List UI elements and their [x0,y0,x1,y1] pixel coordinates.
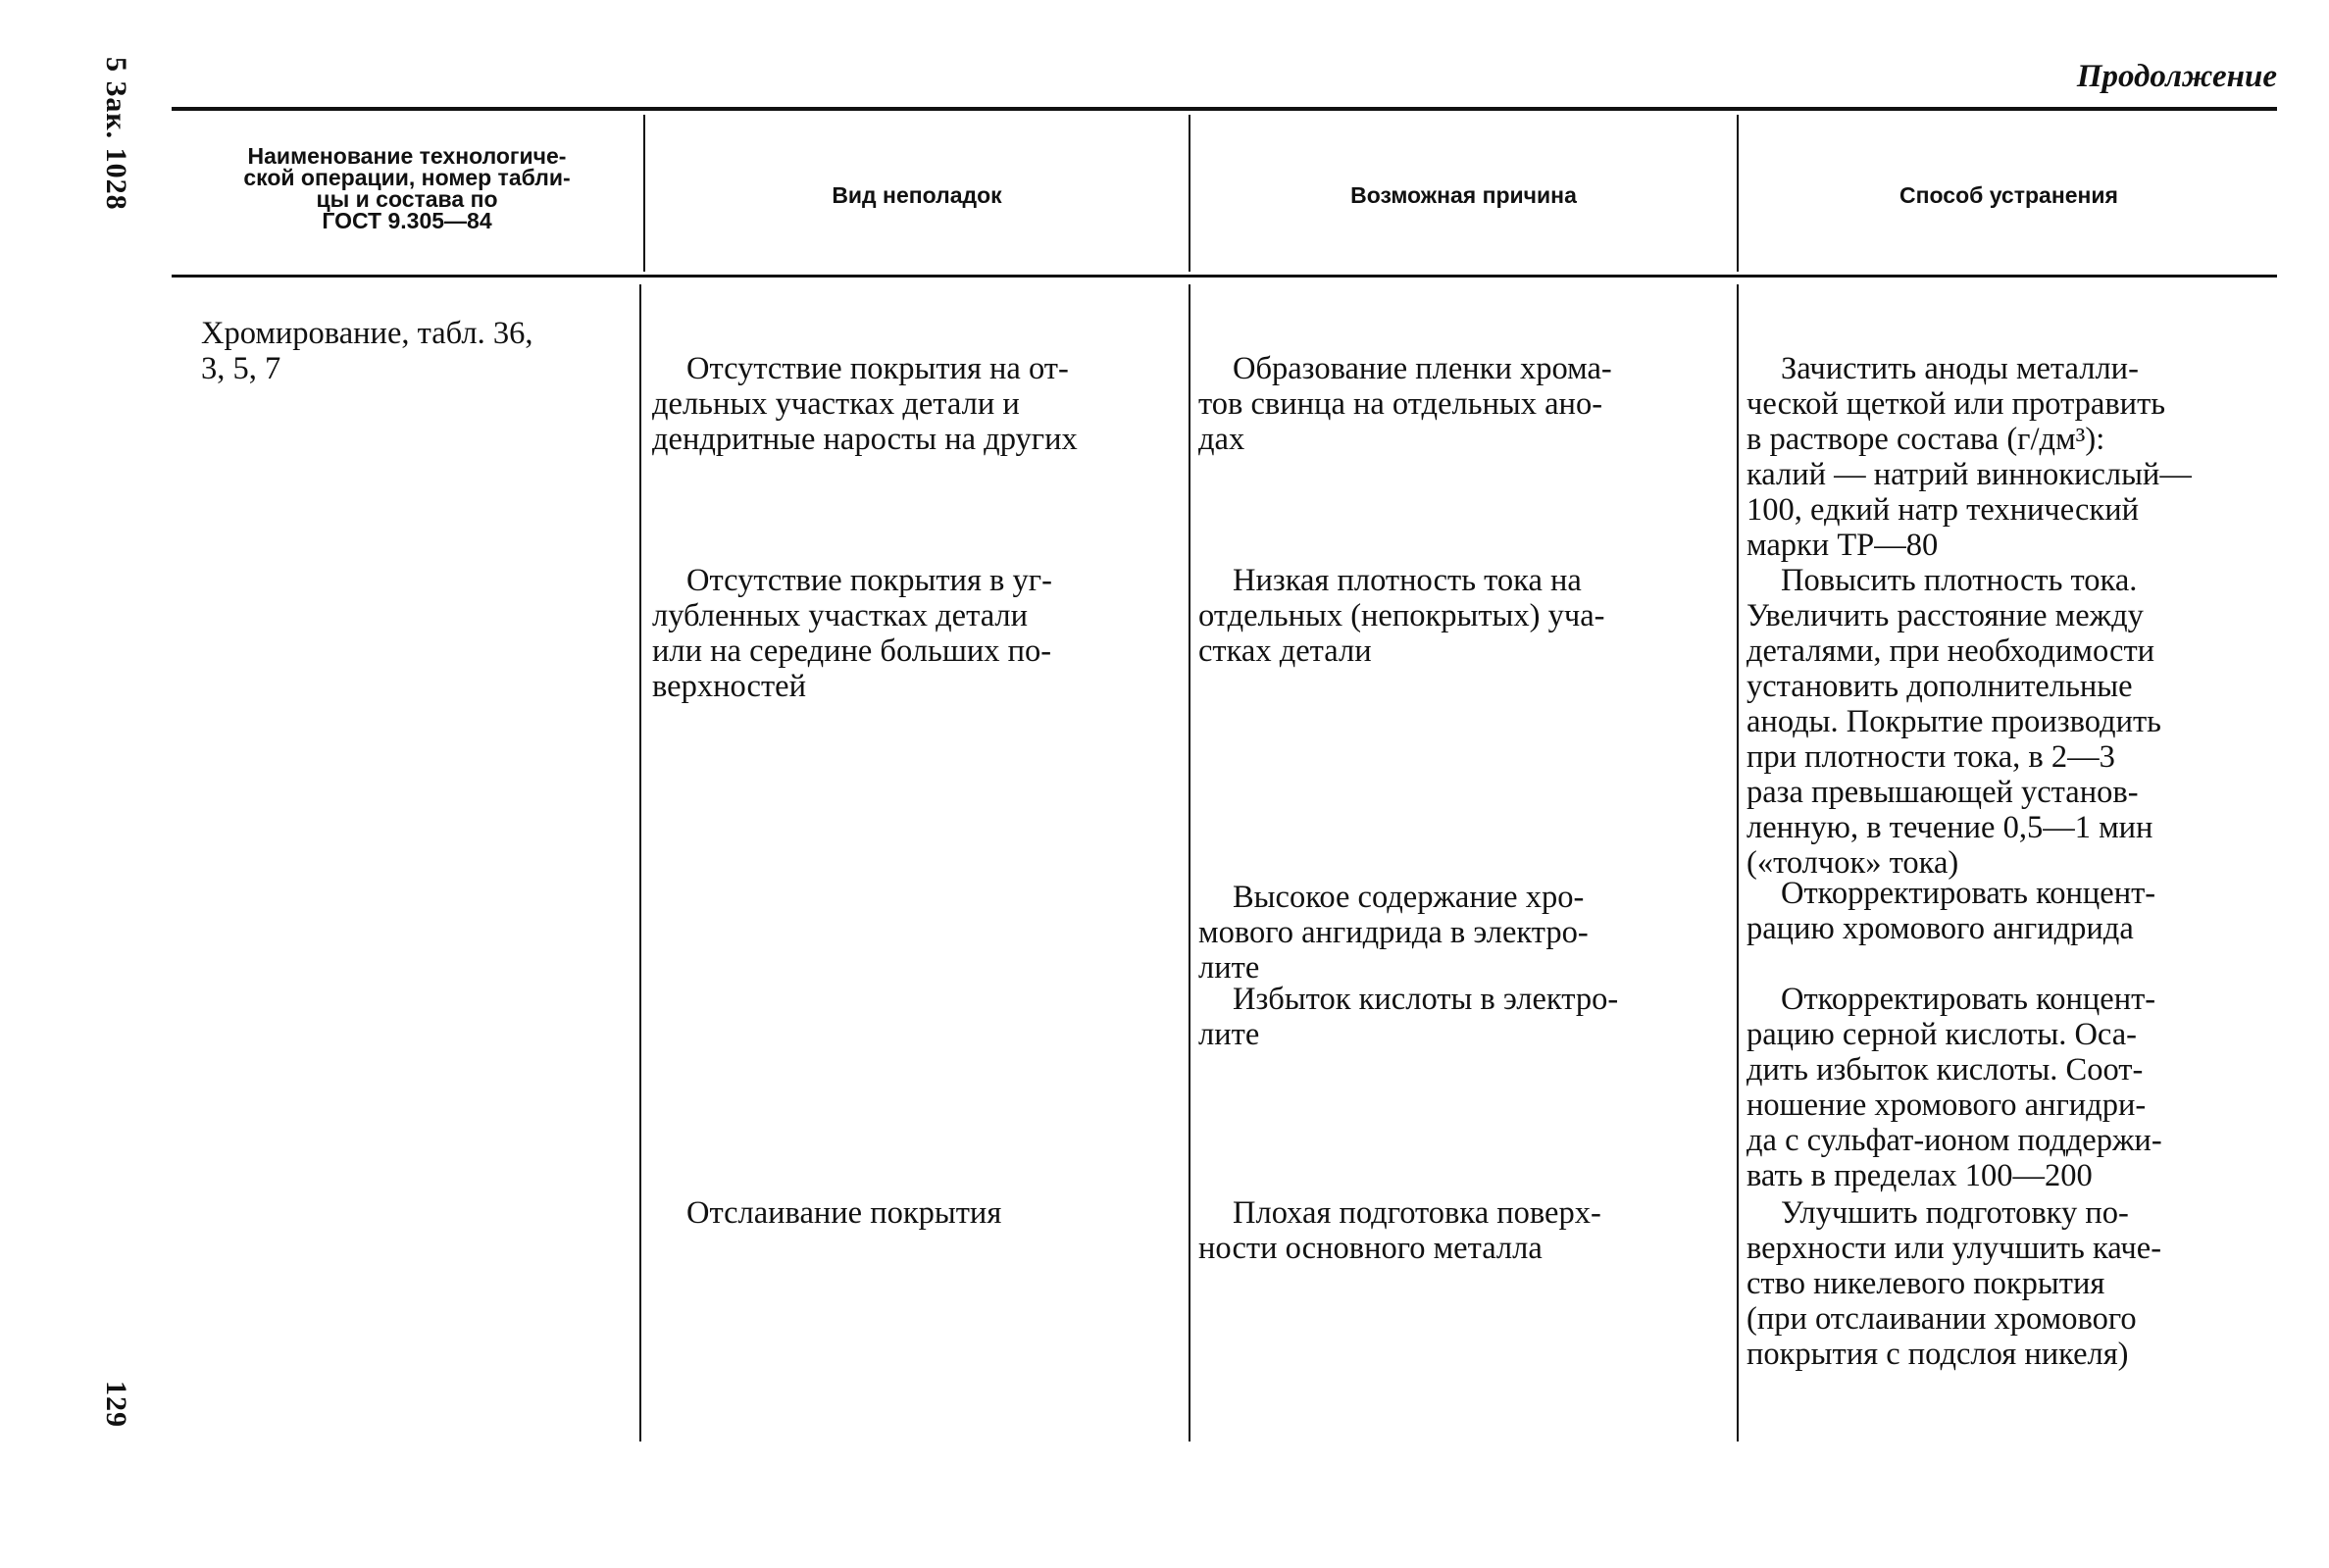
text-line: установить дополнительные [1747,669,2133,704]
column-divider-2-body [1189,284,1190,1442]
text-line: верхности или улучшить каче- [1747,1231,2162,1266]
text-line: раза превышающей установ- [1747,775,2139,810]
text-line: калий — натрий виннокислый— [1747,457,2192,492]
header-operation-name [181,145,633,231]
text-line: Увеличить расстояние между [1747,598,2144,633]
column-divider-2 [1189,115,1190,272]
row-4-remedy [1747,982,2276,1193]
header-col1-line: цы и состава по [316,186,498,212]
row-1-cause [1198,351,1733,457]
header-col1-line: Наименование технологиче- [247,143,567,169]
text-line: верхностей [652,669,806,704]
text-line: рацию серной кислоты. Оса- [1747,1017,2137,1052]
table-header-rule [172,275,2277,278]
text-line: дах [1198,422,1245,457]
row-5-cause [1198,1195,1733,1266]
operation-tables: 3, 5, 7 [201,351,281,386]
text-line: ности основного металла [1198,1231,1543,1266]
table-top-rule [172,107,2277,111]
margin-order-note: 5 Зак. 1028 [100,57,132,211]
text-line: да с сульфат-ионом поддержи- [1747,1123,2162,1158]
row-5-remedy [1747,1195,2276,1372]
row-5-defect [652,1195,1182,1231]
text-line: дить избыток кислоты. Соот- [1747,1052,2144,1087]
text-line: Повысить плотность тока. [1781,563,2138,598]
text-line: (при отслаивании хромового [1747,1301,2137,1337]
continuation-label: Продолжение [2076,59,2277,94]
text-line: в растворе состава (г/дм³): [1747,422,2105,457]
header-remedy: Способ устранения [1899,182,2118,208]
text-line: лите [1198,1017,1260,1052]
text-line: мового ангидрида в электро- [1198,915,1589,950]
text-line: вать в пределах 100—200 [1747,1158,2093,1193]
text-line: Отслаивание покрытия [686,1195,1002,1231]
column-divider-1-body [639,284,641,1442]
text-line: при плотности тока, в 2—3 [1747,739,2115,775]
text-line: Плохая подготовка поверх- [1233,1195,1601,1231]
text-line: Высокое содержание хро- [1233,880,1585,915]
row-1-remedy [1747,351,2276,563]
text-line: дендритные наросты на других [652,422,1078,457]
row-2-cause [1198,563,1733,669]
text-line: рацию хромового ангидрида [1747,911,2134,946]
text-line: ческой щеткой или протравить [1747,386,2166,422]
row-1-defect [652,351,1182,457]
text-line: ношение хромового ангидри- [1747,1087,2147,1123]
row-2-remedy [1747,563,2276,881]
row-2-defect [652,563,1182,704]
text-line: Образование пленки хрома- [1233,351,1612,386]
header-defect-type: Вид неполадок [832,182,1002,208]
header-col1-line: ГОСТ 9.305—84 [322,208,492,233]
page-number: 129 [100,1381,132,1428]
operation-name [201,316,628,386]
text-line: ленную, в течение 0,5—1 мин [1747,810,2153,845]
header-col1-line: ской операции, номер табли- [243,165,571,190]
text-line: покрытия с подслоя никеля) [1747,1337,2129,1372]
text-line: Низкая плотность тока на [1233,563,1582,598]
text-line: 100, едкий натр технический [1747,492,2139,528]
text-line: Откорректировать концент- [1781,876,2156,911]
row-4-cause [1198,982,1733,1052]
text-line: дельных участках детали и [652,386,1020,422]
column-divider-3 [1737,115,1739,272]
text-line: марки ТР—80 [1747,528,1939,563]
text-line: Избыток кислоты в электро- [1233,982,1619,1017]
text-line: лите [1198,950,1260,986]
column-divider-1 [643,115,645,272]
text-line: отдельных (непокрытых) уча- [1198,598,1605,633]
column-divider-3-body [1737,284,1739,1442]
text-line: деталями, при необходимости [1747,633,2155,669]
text-line: аноды. Покрытие производить [1747,704,2162,739]
text-line: Отсутствие покрытия на от- [686,351,1069,386]
text-line: тов свинца на отдельных ано- [1198,386,1603,422]
text-line: Отсутствие покрытия в уг- [686,563,1052,598]
row-3-cause [1198,880,1733,986]
text-line: ство никелевого покрытия [1747,1266,2105,1301]
text-line: Улучшить подготовку по- [1781,1195,2129,1231]
row-3-remedy [1747,876,2276,946]
header-possible-cause: Возможная причина [1350,182,1577,208]
operation-line: Хромирование, табл. 36, [201,316,533,351]
text-line: стках детали [1198,633,1372,669]
text-line: Откорректировать концент- [1781,982,2156,1017]
text-line: Зачистить аноды металли- [1781,351,2139,386]
text-line: лубленных участках детали [652,598,1029,633]
text-line: («толчок» тока) [1747,845,1959,881]
text-line: или на середине больших по- [652,633,1052,669]
